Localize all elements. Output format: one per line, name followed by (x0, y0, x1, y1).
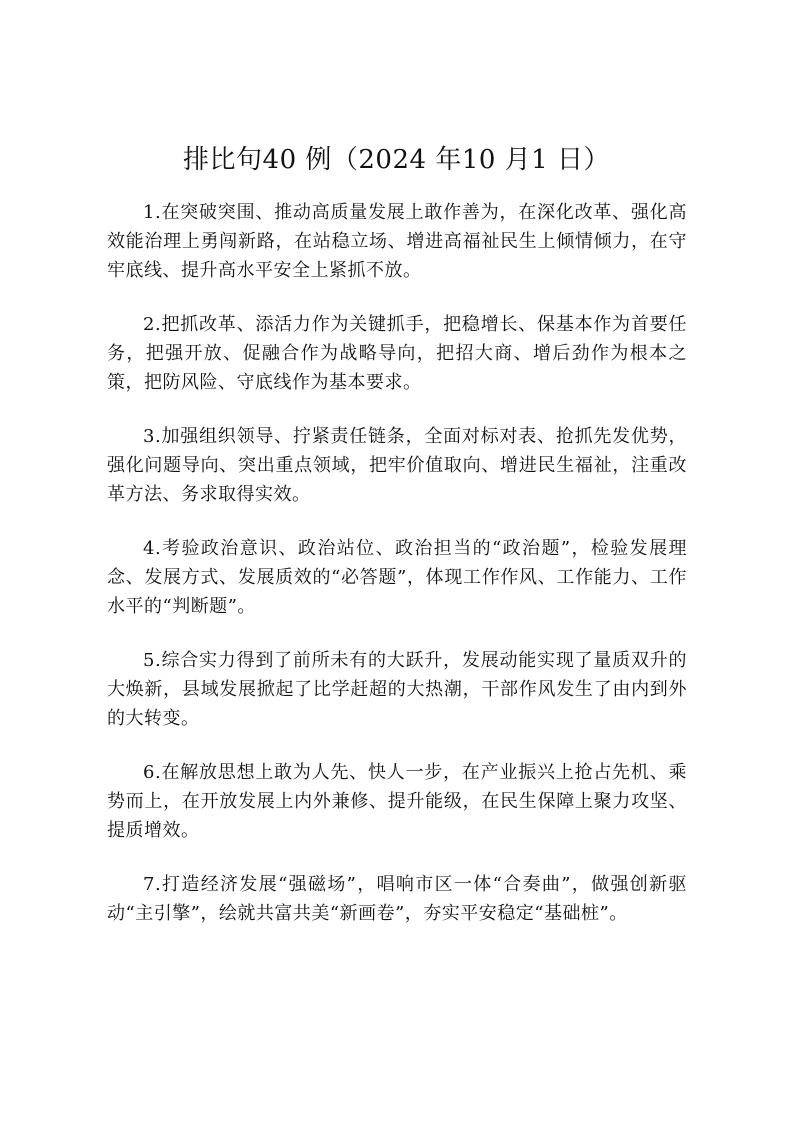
list-item: 6.在解放思想上敢为人先、快人一步，在产业振兴上抢占先机、乘势而上，在开放发展上内外兼修、提升能级，在民生保障上聚力攻坚、提质增效。 (107, 762, 687, 841)
list-item: 2.把抓改革、添活力作为关键抓手，把稳增长、保基本作为首要任务，把强开放、促融合作为战略导向，把招大商、增后劲作为根本之策，把防风险、守底线作为基本要求。 (107, 314, 687, 393)
list-item: 5.综合实力得到了前所未有的大跃升，发展动能实现了量质双升的大焕新，县域发展掀起了比学赶超的大热潮，干部作风发生了由内到外的大转变。 (107, 650, 687, 729)
list-item: 1.在突破突围、推动高质量发展上敢作善为，在深化改革、强化高效能治理上勇闯新路，在站稳立场、增进高福祉民生上倾情倾力，在守牢底线、提升高水平安全上紧抓不放。 (107, 202, 687, 281)
list-item: 3.加强组织领导、拧紧责任链条，全面对标对表、抢抓先发优势，强化问题导向、突出重点领域，把牢价值取向、增进民生福祉，注重改革方法、务求取得实效。 (107, 426, 687, 505)
parallelism-list (107, 198, 687, 953)
document-title: 排比句40 例（2024 年10 月1 日） (183, 145, 610, 175)
list-item: 7.打造经济发展“强磁场”，唱响市区一体“合奏曲”，做强创新驱动“主引擎”，绘就共富共美“新画卷”，夯实平安稳定“基础桩”。 (107, 874, 687, 924)
list-item: 4.考验政治意识、政治站位、政治担当的“政治题”，检验发展理念、发展方式、发展质效的“必答题”，体现工作作风、工作能力、工作水平的“判断题”。 (107, 538, 687, 617)
